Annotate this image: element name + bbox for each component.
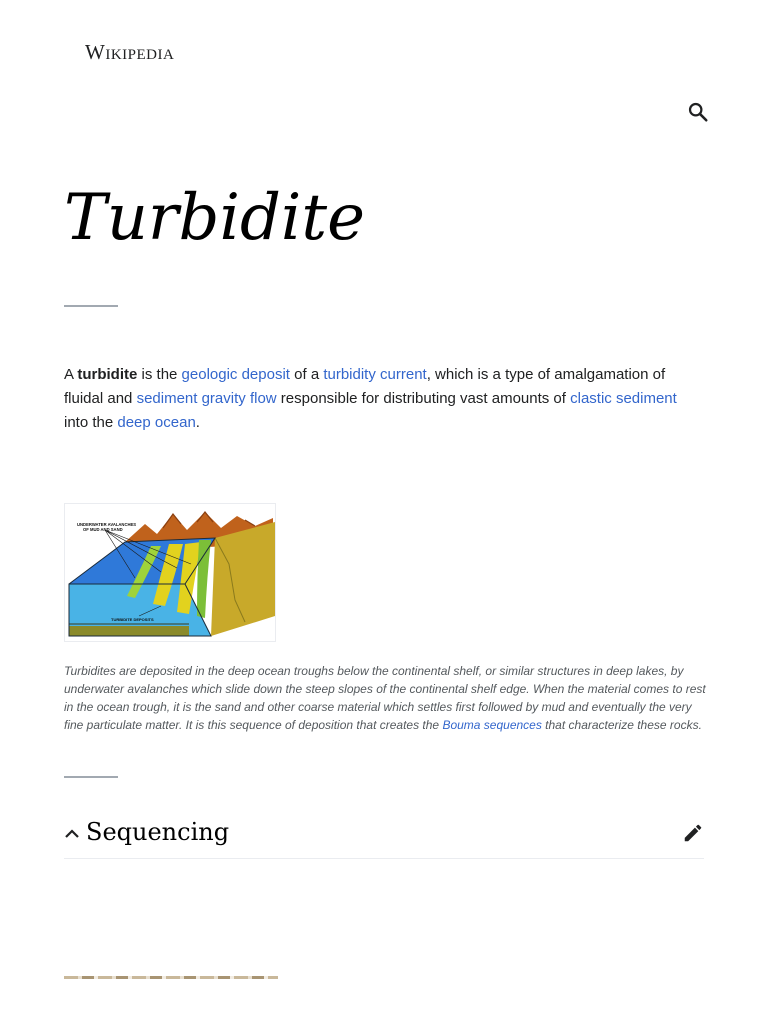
intro-text: responsible for distributing vast amounts of: [276, 390, 571, 407]
link-bouma-sequences[interactable]: Bouma sequences: [442, 718, 542, 732]
caption-divider: [64, 776, 118, 778]
section-title[interactable]: Sequencing: [86, 818, 230, 846]
link-geologic-deposit[interactable]: geologic deposit: [181, 366, 290, 383]
pencil-icon[interactable]: [682, 822, 704, 844]
search-icon: [687, 101, 709, 123]
link-turbidity-current[interactable]: turbidity current: [323, 366, 427, 383]
link-sediment-gravity-flow[interactable]: sediment gravity flow: [136, 390, 277, 407]
title-divider: [64, 305, 118, 307]
next-image-preview[interactable]: [64, 976, 278, 979]
intro-text: of a: [289, 366, 324, 383]
caption-text: Turbidites are deposited in the deep ocean troughs below the continental shelf, or similar structures in deep lakes, by underwater avalanches which slide down the steep slopes of the continental shelf edge. When the material comes to rest in the ocean trough, it is the sand and other coarse material which settles first followed by mud and eventually the very fine particulate matter. It is this sequence of deposition that creates the: [64, 664, 706, 732]
diagram-label-mud-sand: OF MUD AND SAND: [83, 527, 123, 532]
intro-text: A: [64, 366, 78, 383]
intro-text: .: [195, 414, 200, 431]
intro-text: , which is a type of amalgamation of fluidal and: [64, 366, 666, 407]
turbidite-diagram: [65, 504, 276, 642]
intro-text: into the: [64, 414, 118, 431]
section-sequencing-header[interactable]: [64, 812, 704, 859]
link-clastic-sediment[interactable]: clastic sediment: [570, 390, 677, 407]
caption-text: that characterize these rocks.: [541, 718, 702, 732]
chevron-up-icon[interactable]: [64, 826, 80, 842]
intro-bold-term: turbidite: [77, 366, 138, 383]
diagram-label-deposits: TURBIDITE DEPOSITS: [111, 617, 154, 622]
intro-paragraph: [64, 363, 704, 435]
figure-caption: [64, 662, 706, 734]
search-button[interactable]: [684, 98, 712, 126]
link-deep-ocean[interactable]: deep ocean: [117, 414, 196, 431]
page-title: Turbidite: [64, 181, 365, 255]
intro-text: is the: [137, 366, 182, 383]
diagram-label-avalanches: UNDERWATER AVALANCHES: [77, 522, 137, 527]
wikipedia-wordmark[interactable]: Wikipedia: [85, 40, 175, 64]
turbidite-diagram-image[interactable]: [64, 503, 276, 642]
